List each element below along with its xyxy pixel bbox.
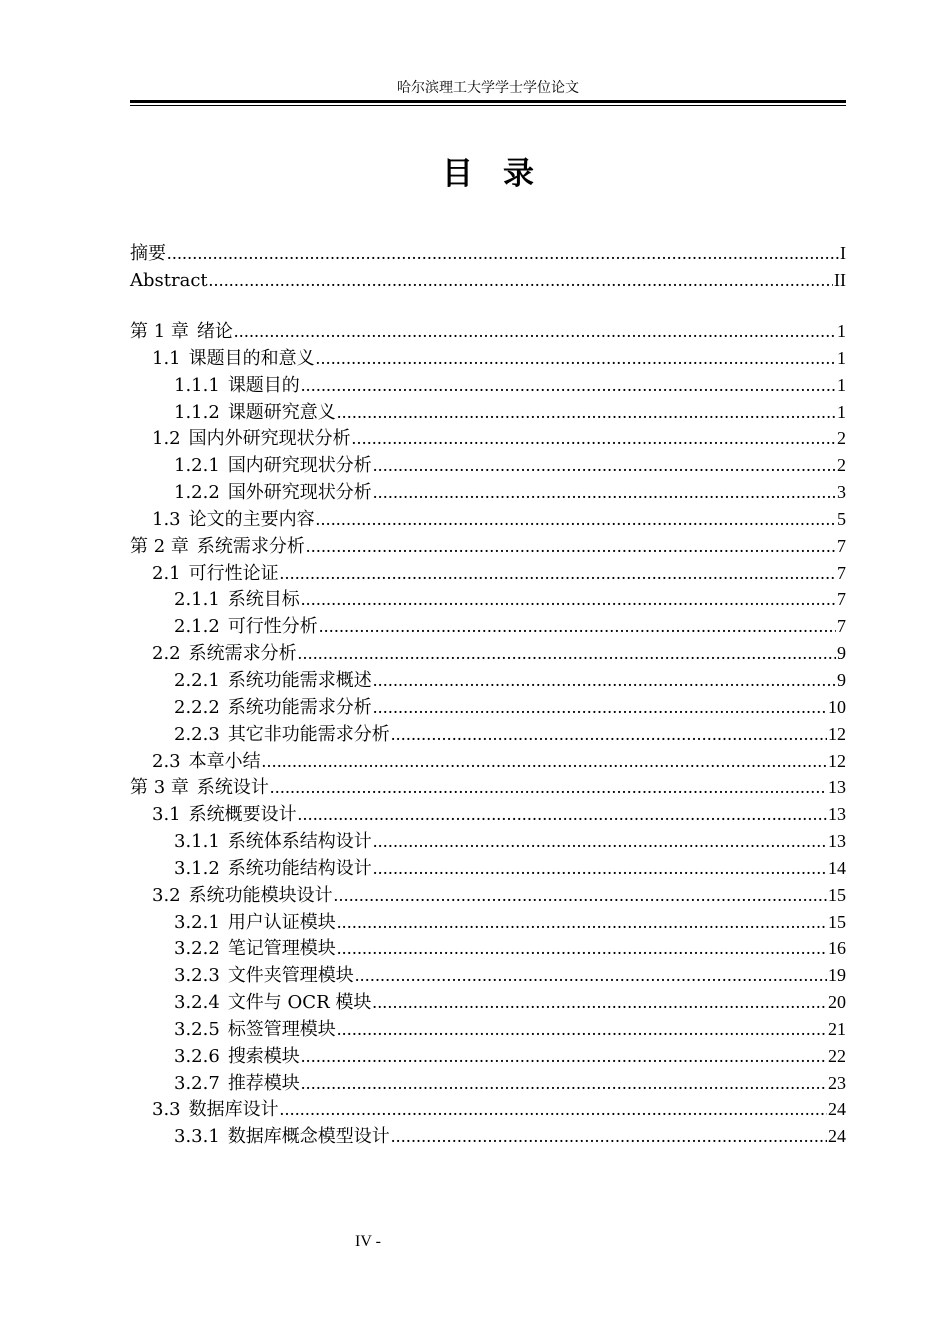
toc-entry-page: 2 — [837, 455, 846, 476]
toc-entry[interactable] — [130, 372, 846, 399]
dot-leader — [298, 801, 827, 827]
toc-entry-number: 3.3.1 — [174, 1126, 220, 1148]
toc-entry[interactable] — [130, 425, 846, 452]
toc-entry-page: 7 — [837, 589, 846, 610]
toc-entry-page: 21 — [828, 1018, 846, 1039]
dot-leader — [337, 935, 827, 961]
toc-entry[interactable] — [130, 828, 846, 855]
toc-entry-number: 3.1 — [152, 804, 181, 826]
toc-entry-label — [152, 802, 297, 828]
toc-entry-title: 数据库概念模型设计 — [227, 1126, 390, 1148]
toc-entry-number: 第 2 章 — [130, 535, 189, 557]
toc-entry[interactable] — [130, 345, 846, 372]
toc-entry[interactable] — [130, 560, 846, 587]
toc-entry-label — [174, 829, 372, 855]
toc-entry[interactable] — [130, 452, 846, 479]
toc-entry-title: 文件夹管理模块 — [227, 965, 354, 987]
dot-leader — [337, 399, 836, 425]
toc-entry-number: 1.2 — [152, 428, 181, 450]
toc-entry-label — [152, 883, 333, 909]
toc-entry[interactable] — [130, 962, 846, 989]
toc-entry-number: 2.2.3 — [174, 723, 220, 745]
toc-entry-number: 2.1.2 — [174, 616, 220, 638]
toc-entry-label — [174, 722, 390, 748]
toc-entry-title: 课题目的和意义 — [188, 347, 315, 369]
toc-entry[interactable] — [130, 318, 846, 345]
toc-entry[interactable] — [130, 748, 846, 775]
dot-leader — [334, 882, 827, 908]
toc-entry-number: 2.2.1 — [174, 669, 220, 691]
toc-entry-label — [174, 963, 354, 989]
toc-entry-label — [152, 561, 279, 587]
toc-entry[interactable] — [130, 667, 846, 694]
toc-entry[interactable] — [130, 801, 846, 828]
toc-entry-title: 课题目的 — [227, 374, 300, 396]
toc-entry-page: 12 — [828, 723, 846, 744]
dot-leader — [301, 586, 836, 612]
toc-entry[interactable] — [130, 882, 846, 909]
dot-leader — [270, 774, 827, 800]
dot-leader — [372, 989, 827, 1015]
dot-leader — [298, 640, 836, 666]
toc-entry-title: Abstract — [130, 269, 208, 291]
dot-leader — [373, 828, 827, 854]
toc-entry-title: 系统功能结构设计 — [227, 857, 372, 879]
dot-leader — [262, 748, 827, 774]
dot-leader — [355, 962, 827, 988]
toc-entry-page: 9 — [837, 643, 846, 664]
toc-entry[interactable] — [130, 909, 846, 936]
toc-entry-label — [152, 641, 297, 667]
toc-entry-label — [152, 749, 261, 775]
toc-title: 目录 — [442, 156, 564, 192]
toc-entry-title: 用户认证模块 — [227, 911, 336, 933]
dot-leader — [167, 240, 839, 266]
toc-entry[interactable] — [130, 240, 846, 267]
toc-entry-title: 系统需求分析 — [188, 643, 297, 665]
toc-entry-page: I — [840, 243, 846, 263]
toc-entry-number: 3.2.5 — [174, 1018, 220, 1040]
toc-entry-page: 1 — [837, 401, 846, 422]
toc-entry-page: 12 — [828, 750, 846, 771]
toc-entry-number: 3.2.1 — [174, 911, 220, 933]
toc-entry-number: 3.2.6 — [174, 1045, 220, 1067]
toc-entry-number: 2.2 — [152, 643, 181, 665]
toc-entry-title: 推荐模块 — [227, 1072, 300, 1094]
toc-entry-label — [174, 1044, 300, 1070]
toc-entry-page: 1 — [837, 347, 846, 368]
toc-entry-label — [174, 400, 336, 426]
toc-entry-number: 第 1 章 — [130, 321, 189, 342]
toc-entry-page: 15 — [828, 911, 846, 932]
toc-entry[interactable] — [130, 1070, 846, 1097]
toc-entry[interactable] — [130, 855, 846, 882]
toc-entry-page: 3 — [837, 482, 846, 503]
toc-entry-page: 1 — [837, 321, 846, 341]
toc-entry-title: 国内外研究现状分析 — [188, 428, 351, 450]
toc-entry-page: 24 — [828, 1099, 846, 1120]
toc-entry-label — [130, 534, 305, 560]
toc-entry-page: 19 — [828, 965, 846, 986]
toc-entry-label — [174, 668, 372, 694]
toc-entry-number: 1.2.2 — [174, 482, 220, 504]
toc-entry-page: 10 — [828, 696, 846, 717]
dot-leader — [373, 667, 836, 693]
toc-entry-page: 13 — [828, 777, 846, 798]
toc-entry-number: 1.1.2 — [174, 401, 220, 423]
toc-entry-title: 系统功能需求概述 — [227, 669, 372, 691]
toc-entry-title: 系统设计 — [196, 777, 269, 799]
toc-entry-label — [174, 587, 300, 613]
toc-entry-label — [174, 856, 372, 882]
toc-entry-number: 3.2.3 — [174, 965, 220, 987]
toc-entry-title: 标签管理模块 — [227, 1018, 336, 1040]
toc-entry[interactable] — [130, 640, 846, 667]
header-rule-thick — [130, 100, 846, 103]
toc-entry-number: 2.2.2 — [174, 696, 220, 718]
dot-leader — [301, 1070, 827, 1096]
toc-entry-title: 其它非功能需求分析 — [227, 723, 390, 745]
toc-entry-page: 5 — [837, 508, 846, 529]
toc-entry[interactable] — [130, 1123, 846, 1150]
toc-front-matter — [130, 240, 846, 294]
toc-entry[interactable] — [130, 721, 846, 748]
toc-entry-number: 1.1.1 — [174, 374, 220, 396]
dot-leader — [316, 345, 836, 371]
toc-entry-page: 20 — [828, 992, 846, 1013]
dot-leader — [234, 318, 836, 344]
toc-entry[interactable] — [130, 613, 846, 640]
toc-entry-title: 可行性论证 — [188, 562, 279, 584]
toc-entry-page: 22 — [828, 1045, 846, 1066]
toc-entry-page: 13 — [828, 831, 846, 852]
toc-entry[interactable] — [130, 989, 846, 1016]
toc-entry-label — [152, 507, 315, 533]
toc-entry-number: 3.2.4 — [174, 992, 220, 1014]
toc-entry-label — [130, 241, 166, 267]
toc-entry-title: 文件与 OCR 模块 — [227, 992, 372, 1014]
toc-entry-label — [174, 373, 300, 399]
toc-entry-label — [174, 695, 372, 721]
toc-entry[interactable] — [130, 1016, 846, 1043]
toc-entry-page: 16 — [828, 938, 846, 959]
toc-entry-title: 搜索模块 — [227, 1045, 300, 1067]
dot-leader — [337, 1016, 827, 1042]
toc-entry-title: 国外研究现状分析 — [227, 482, 372, 504]
toc-entry-label — [174, 936, 336, 962]
toc-entry[interactable] — [130, 399, 846, 426]
dot-leader — [337, 909, 827, 935]
toc-entry-number: 3.2.2 — [174, 938, 220, 960]
dot-leader — [373, 452, 836, 478]
toc-entry-page: 14 — [828, 857, 846, 878]
toc-entry-label — [152, 346, 315, 372]
dot-leader — [316, 506, 836, 532]
toc-entry-page: 1 — [837, 374, 846, 395]
toc-entry-title: 笔记管理模块 — [227, 938, 336, 960]
toc-entry-label — [174, 480, 372, 506]
dot-leader — [306, 533, 836, 559]
toc-entry-label — [152, 1097, 279, 1123]
page-header: 哈尔滨理工大学学士学位论文 — [397, 80, 579, 96]
toc-entry-label — [130, 268, 208, 294]
toc-entry-label — [152, 426, 351, 452]
toc-entry-number: 2.1 — [152, 562, 181, 584]
toc-entry-page: II — [834, 269, 846, 290]
toc-entry-title: 数据库设计 — [188, 1099, 279, 1121]
toc-entry[interactable] — [130, 1043, 846, 1070]
toc-entry-number: 1.2.1 — [174, 455, 220, 477]
toc-entry-title: 本章小结 — [188, 750, 261, 772]
toc-entry-number: 2.3 — [152, 750, 181, 772]
toc-entry-label — [174, 1124, 390, 1150]
dot-leader — [373, 479, 836, 505]
toc-entry[interactable] — [130, 774, 846, 801]
toc-entry-label — [174, 614, 318, 640]
toc-entry-page: 7 — [837, 616, 846, 637]
toc-entry[interactable] — [130, 1096, 846, 1123]
dot-leader — [209, 267, 833, 293]
toc-entry-page: 7 — [837, 535, 846, 556]
dot-leader — [391, 1123, 827, 1149]
toc-entry-label — [130, 775, 269, 801]
toc-entry-number: 3.2.7 — [174, 1072, 220, 1094]
toc-entry-page: 23 — [828, 1072, 846, 1093]
toc-entry-label — [174, 990, 371, 1016]
toc-entry-page: 13 — [828, 804, 846, 825]
dot-leader — [373, 855, 827, 881]
toc-entry-title: 系统体系结构设计 — [227, 831, 372, 853]
dot-leader — [352, 425, 836, 451]
toc-entry-title: 摘要 — [130, 243, 166, 264]
toc-entry-number: 3.2 — [152, 884, 181, 906]
toc-entry[interactable] — [130, 506, 846, 533]
toc-entry-number: 3.1.2 — [174, 857, 220, 879]
toc-entry-number: 2.1.1 — [174, 589, 220, 611]
toc-entry-label — [130, 319, 233, 345]
toc-entry-label — [174, 1071, 300, 1097]
toc-entry-page: 15 — [828, 884, 846, 905]
dot-leader — [301, 372, 836, 398]
toc-entry-title: 系统目标 — [227, 589, 300, 611]
toc-entry-number: 1.1 — [152, 347, 181, 369]
dot-leader — [391, 721, 827, 747]
toc-entry-label — [174, 1017, 336, 1043]
toc-entry-title: 绪论 — [196, 321, 233, 342]
dot-leader — [319, 613, 836, 639]
toc-entry-page: 24 — [828, 1126, 846, 1147]
dot-leader — [301, 1043, 827, 1069]
toc-entry-title: 课题研究意义 — [227, 401, 336, 423]
dot-leader — [280, 1096, 827, 1122]
toc-entry-number: 第 3 章 — [130, 777, 189, 799]
toc-entry[interactable] — [130, 586, 846, 613]
header-rule-thin — [130, 105, 846, 106]
toc-entry-title: 国内研究现状分析 — [227, 455, 372, 477]
toc-entry-page: 7 — [837, 562, 846, 583]
toc-entry-number: 3.1.1 — [174, 831, 220, 853]
toc-entry[interactable] — [130, 267, 846, 294]
toc-entry[interactable] — [130, 694, 846, 721]
toc-entry-page: 9 — [837, 669, 846, 690]
page-number: IV - — [355, 1233, 381, 1250]
toc-entry-title: 系统功能模块设计 — [188, 884, 333, 906]
dot-leader — [373, 694, 827, 720]
toc-entry[interactable] — [130, 533, 846, 560]
toc-entry-label — [174, 910, 336, 936]
toc-entry[interactable] — [130, 935, 846, 962]
toc-entry-title: 系统概要设计 — [188, 804, 297, 826]
toc-entries — [130, 318, 846, 1150]
toc-entry-title: 可行性分析 — [227, 616, 318, 638]
toc-entry-title: 论文的主要内容 — [188, 508, 315, 530]
dot-leader — [280, 560, 836, 586]
toc-entry-title: 系统功能需求分析 — [227, 696, 372, 718]
toc-entry-number: 3.3 — [152, 1099, 181, 1121]
toc-entry-page: 2 — [837, 428, 846, 449]
toc-entry-number: 1.3 — [152, 508, 181, 530]
toc-entry[interactable] — [130, 479, 846, 506]
toc-entry-title: 系统需求分析 — [196, 535, 305, 557]
toc-entry-label — [174, 453, 372, 479]
